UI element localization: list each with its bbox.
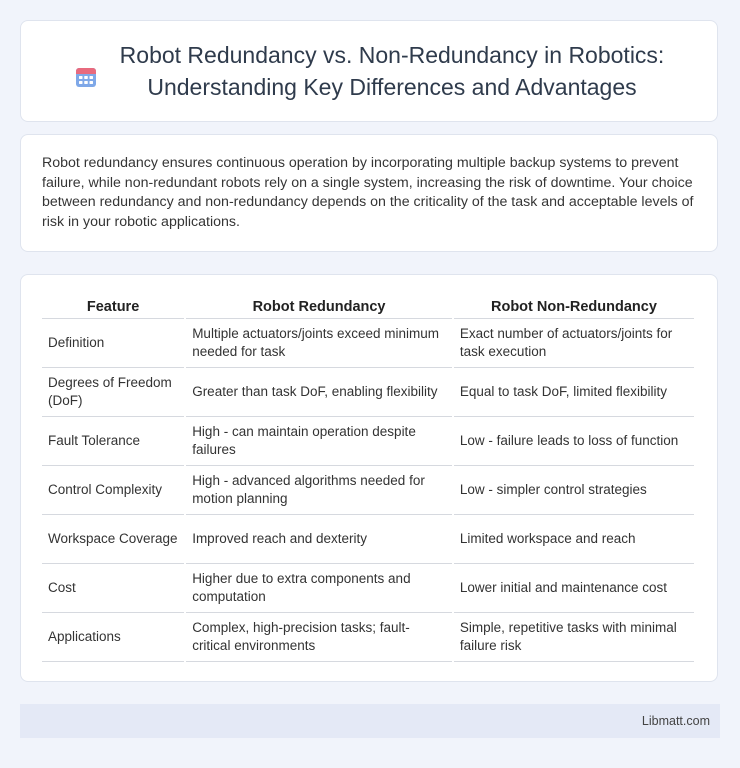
comparison-table [40,295,696,662]
table-row [42,417,694,466]
table-cell-feature: Control Complexity [42,466,184,515]
table-cell-redundancy: High - advanced algorithms needed for motion planning [186,466,452,515]
footer-bar [20,704,720,738]
column-header-feature: Feature [42,295,184,319]
table-row [42,515,694,564]
calendar-icon [74,65,98,89]
page-title-line2: Understanding Key Differences and Advantages [147,74,637,100]
table-cell-redundancy: Complex, high-precision tasks; fault-critical environments [186,613,452,662]
table-cell-non-redundancy: Low - failure leads to loss of function [454,417,694,466]
table-row [42,564,694,613]
table-row [42,466,694,515]
table-cell-non-redundancy: Simple, repetitive tasks with minimal failure risk [454,613,694,662]
intro-card [20,134,718,252]
table-cell-non-redundancy: Lower initial and maintenance cost [454,564,694,613]
table-cell-feature: Workspace Coverage [42,515,184,564]
page-title-line1: Robot Redundancy vs. Non-Redundancy in Robotics: [119,42,665,68]
intro-paragraph: Robot redundancy ensures continuous operation by incorporating multiple backup systems to prevent failure, while non-redundant robots rely on a single system, increasing the risk of downtime. Your choice between redundancy and non-redundancy depends on the criticality of the task and acceptable levels of risk in your robotic applications. [42,155,694,230]
column-header-redundancy: Robot Redundancy [186,295,452,319]
footer-brand-link[interactable]: Libmatt.com [641,714,710,728]
table-cell-non-redundancy: Equal to task DoF, limited flexibility [454,368,694,417]
table-cell-non-redundancy: Low - simpler control strategies [454,466,694,515]
page-title [120,39,665,103]
table-row [42,319,694,368]
table-header-row [42,295,694,319]
table-cell-feature: Fault Tolerance [42,417,184,466]
table-cell-redundancy: Improved reach and dexterity [186,515,452,564]
table-cell-feature: Cost [42,564,184,613]
table-row [42,613,694,662]
table-row [42,368,694,417]
table-cell-feature: Degrees of Freedom (DoF) [42,368,184,417]
table-cell-redundancy: Multiple actuators/joints exceed minimum needed for task [186,319,452,368]
table-cell-redundancy: Higher due to extra components and computation [186,564,452,613]
table-cell-non-redundancy: Limited workspace and reach [454,515,694,564]
column-header-non-redundancy: Robot Non-Redundancy [454,295,694,319]
title-row [74,39,665,103]
table-cell-redundancy: High - can maintain operation despite failures [186,417,452,466]
title-card [20,20,718,122]
table-cell-non-redundancy: Exact number of actuators/joints for task execution [454,319,694,368]
comparison-table-card [20,274,718,682]
table-cell-redundancy: Greater than task DoF, enabling flexibility [186,368,452,417]
table-cell-feature: Applications [42,613,184,662]
table-cell-feature: Definition [42,319,184,368]
